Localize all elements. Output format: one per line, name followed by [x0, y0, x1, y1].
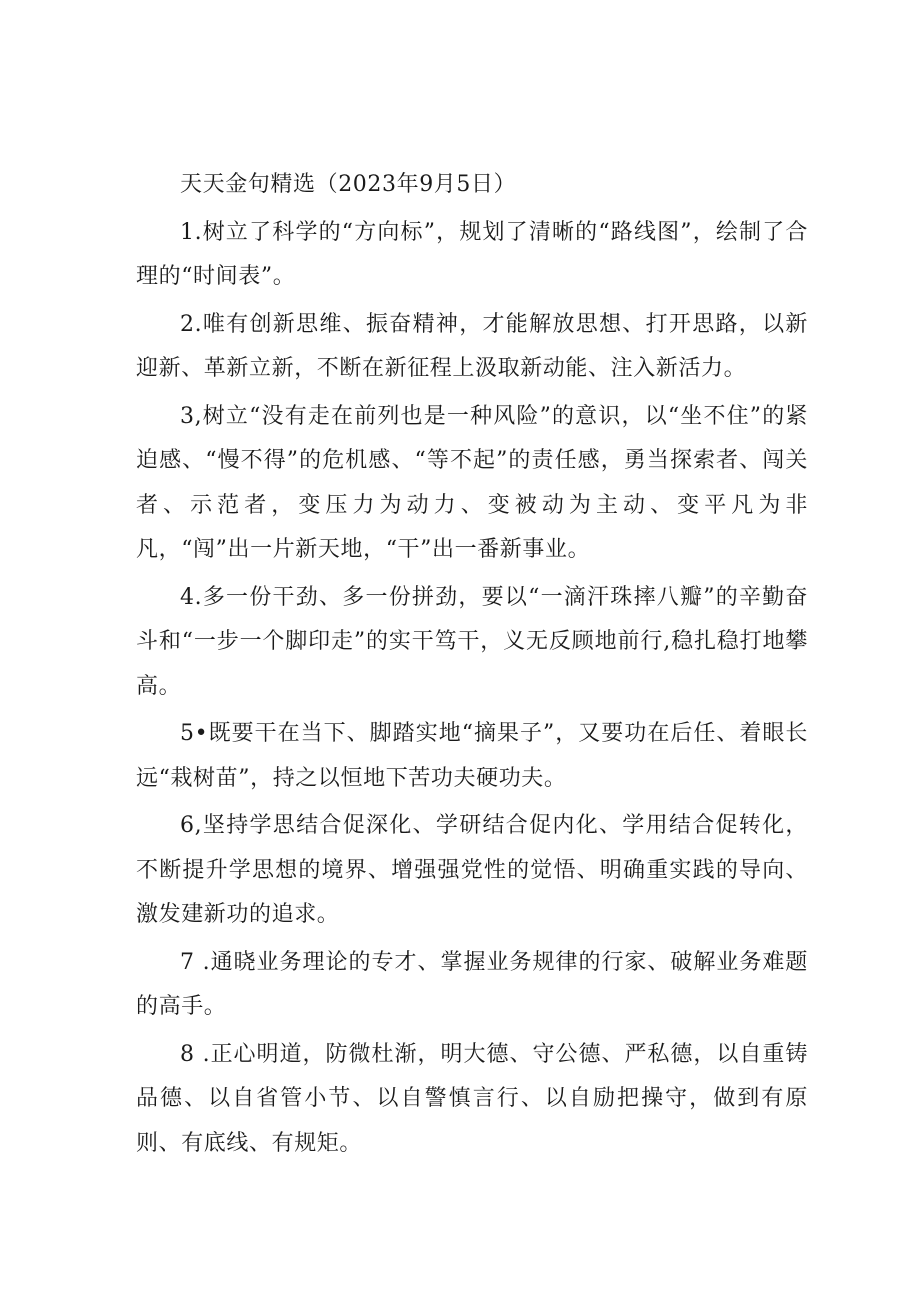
quote-paragraph-3: 3,树立“没有走在前列也是一种风险”的意识，以“坐不住”的紧迫感、“慢不得”的危机感、“等不起”的责任感，勇当探索者、闯关者、示范者，变压力为动力、变被动为主动、变平凡为非凡，“闯”出一片新天地，“干”出一番新事业。	[136, 403, 808, 562]
quote-paragraph-2: 2.唯有创新思维、振奋精神，才能解放思想、打开思路，以新迎新、革新立新，不断在新征程上汲取新动能、注入新活力。	[136, 311, 808, 381]
quote-paragraph-4: 4.多一份干劲、多一份拼劲，要以“一滴汗珠摔八瓣”的辛勤奋斗和“一步一个脚印走”的实干笃干，义无反顾地前行,稳扎稳打地攀高。	[136, 584, 808, 699]
quote-paragraph-8: 8 .正心明道，防微杜渐，明大德、守公德、严私德，以自重铸品德、以自省管小节、以自警慎言行、以自励把操守，做到有原则、有底线、有规矩。	[136, 1041, 808, 1156]
quote-paragraph-5: 5•既要干在当下、脚踏实地“摘果子”，又要功在后任、着眼长远“栽树苗”，持之以恒地下苦功夫硬功夫。	[136, 721, 808, 791]
quote-paragraph-1: 1.树立了科学的“方向标”，规划了清晰的“路线图”，绘制了合理的“时间表”。	[136, 219, 808, 289]
document-body	[136, 163, 808, 1169]
document-title: 天天金句精选（2023年9月5日）	[180, 172, 517, 197]
quote-paragraph-7: 7 .通晓业务理论的专才、掌握业务规律的行家、破解业务难题的高手。	[136, 949, 808, 1019]
quote-paragraph-6: 6,坚持学思结合促深化、学研结合促内化、学用结合促转化，不断提升学思想的境界、增强强党性的觉悟、明确重实践的导向、激发建新功的追求。	[136, 813, 808, 927]
